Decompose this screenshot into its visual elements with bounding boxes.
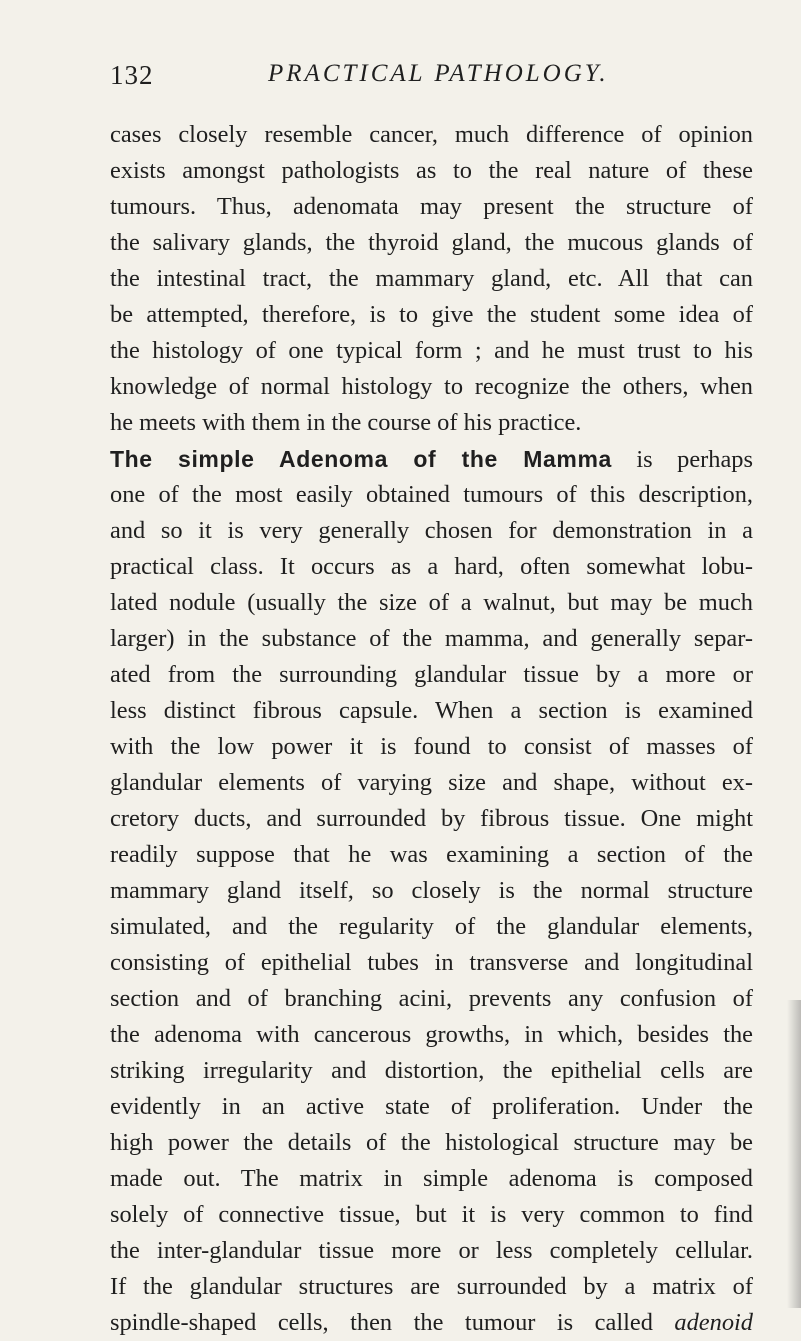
text-line: less distinct fibrous capsule. When a section is examined (110, 697, 753, 724)
page-number: 132 (110, 60, 154, 90)
text-line: readily suppose that he was examining a section of the (110, 841, 753, 868)
text-line: larger) in the substance of the mamma, and generally separ- (110, 625, 753, 652)
text-line: one of the most easily obtained tumours of this description, (110, 481, 753, 508)
text-line: and so it is very generally chosen for demonstration in a (110, 517, 753, 544)
text-line: the intestinal tract, the mammary gland, etc. All that can (110, 265, 753, 292)
text-line: knowledge of normal histology to recognize the others, when (110, 373, 753, 400)
text-line: he meets with them in the course of his practice. (110, 409, 582, 436)
text-line: the adenoma with cancerous growths, in which, besides the (110, 1021, 753, 1048)
final-text-line (110, 1305, 753, 1341)
text-line: the histology of one typical form ; and he must trust to his (110, 337, 753, 364)
text-line: made out. The matrix in simple adenoma is composed (110, 1165, 753, 1192)
text-line: high power the details of the histological structure may be (110, 1129, 753, 1156)
text-line: section and of branching acini, prevents any confusion of (110, 985, 753, 1012)
page-header (110, 52, 730, 96)
text-line: solely of connective tissue, but it is very common to find (110, 1201, 753, 1228)
section-heading: The simple Adenoma of the Mamma (110, 446, 612, 472)
text-line: ated from the surrounding glandular tissue by a more or (110, 661, 753, 688)
text-line: simulated, and the regularity of the glandular elements, (110, 913, 753, 940)
text-line: cretory ducts, and surrounded by fibrous tissue. One might (110, 805, 753, 832)
italic-term: adenoid (674, 1309, 753, 1336)
text-line: be attempted, therefore, is to give the student some idea of (110, 301, 753, 328)
body-text (110, 117, 753, 1341)
text-line: glandular elements of varying size and shape, without ex- (110, 769, 753, 796)
text-line: practical class. It occurs as a hard, often somewhat lobu- (110, 553, 753, 580)
section-heading-line (110, 441, 753, 477)
text-line: striking irregularity and distortion, the epithelial cells are (110, 1057, 753, 1084)
text-line: exists amongst pathologists as to the real nature of these (110, 157, 753, 184)
text-line: If the glandular structures are surrounded by a matrix of (110, 1273, 753, 1300)
text-line: evidently in an active state of proliferation. Under the (110, 1093, 753, 1120)
text-line: lated nodule (usually the size of a walnut, but may be much (110, 589, 753, 616)
running-title: PRACTICAL PATHOLOGY. (268, 60, 609, 87)
heading-line-continuation: is perhaps (611, 446, 753, 473)
final-line-text: spindle-shaped cells, then the tumour is called (110, 1309, 675, 1336)
text-line: cases closely resemble cancer, much difference of opinion (110, 121, 753, 148)
page-edge-shadow (787, 1000, 801, 1308)
text-line: tumours. Thus, adenomata may present the structure of (110, 193, 753, 220)
text-line: the salivary glands, the thyroid gland, the mucous glands of (110, 229, 753, 256)
text-line: the inter-glandular tissue more or less completely cellular. (110, 1237, 753, 1264)
text-line: with the low power it is found to consist of masses of (110, 733, 753, 760)
text-line: mammary gland itself, so closely is the normal structure (110, 877, 753, 904)
text-line: consisting of epithelial tubes in transverse and longitudinal (110, 949, 753, 976)
